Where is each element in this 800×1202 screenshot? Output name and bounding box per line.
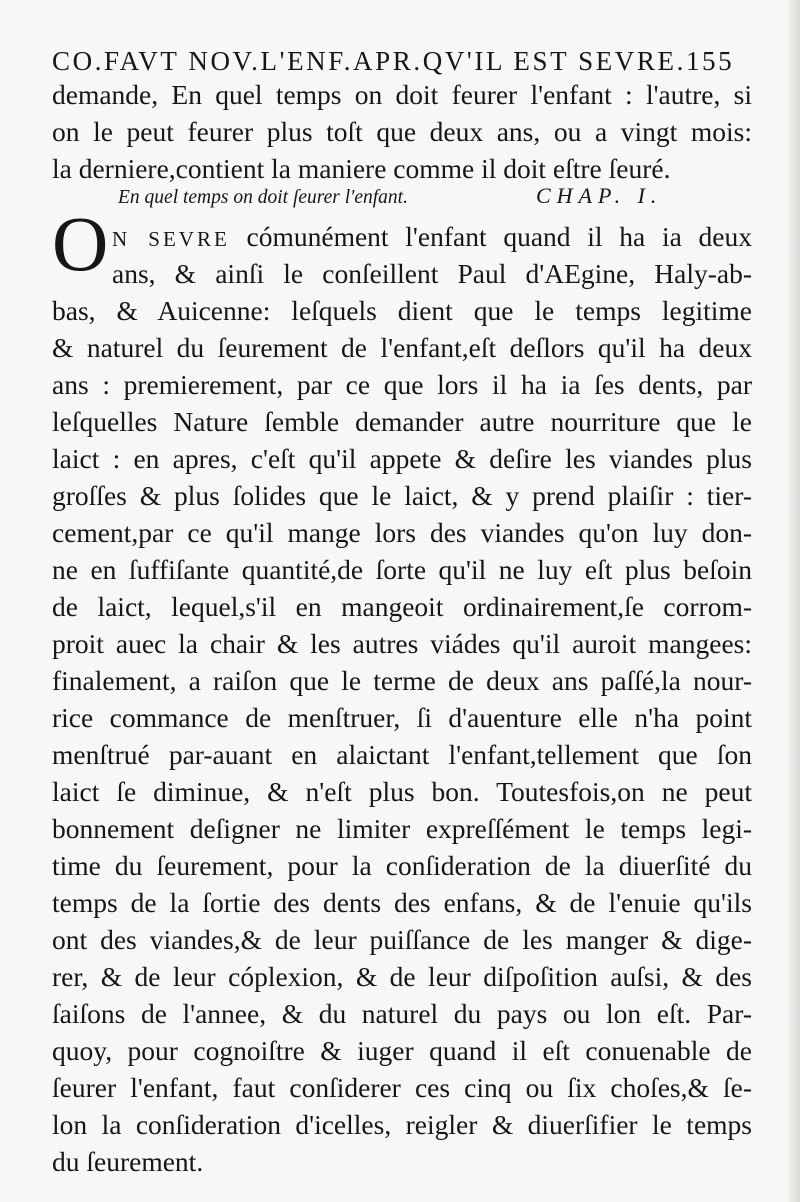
summary-line: demande, En quel temps on doit feurer l'enfant : l'autre, si (52, 79, 752, 110)
body-line: bonnement deſigner ne limiter expreſſément le temps legi- (52, 813, 752, 844)
body-line: laict ſe diminue, & n'eſt plus bon. Toutesfois,on ne peut (52, 776, 752, 807)
body-line: ans : premierement, par ce que lors il ha ia ſes dents, par (52, 369, 752, 400)
body-line: cement,par ce qu'il mange lors des viandes qu'on luy don- (52, 517, 752, 548)
body-line: de laict, lequel,s'il en mangeoit ordinairement,ſe corrom- (52, 591, 752, 622)
body-line: rice commance de menſtruer, ſi d'auenture elle n'ha point (52, 702, 752, 733)
first-line-smallcaps: N SEVRE (112, 227, 230, 251)
summary-line: on le peut feurer plus toſt que deux ans, ou a vingt mois: (52, 116, 752, 147)
body-line: rer, & de leur cóplexion, & de leur diſpoſition auſsi, & des (52, 961, 752, 992)
body-line: menſtrué par-auant en alaictant l'enfant,tellement que ſon (52, 739, 752, 770)
drop-cap: O (52, 200, 109, 287)
body-line: groſſes & plus ſolides que le laict, & y prend plaiſir : tier- (52, 480, 752, 511)
body-line: temps de la ſortie des dents des enfans, & de l'enuie qu'ils (52, 887, 752, 918)
body-line: ſeurer l'enfant, faut conſiderer ces cinq ou ſix choſes,& ſe- (52, 1072, 752, 1103)
body-line: leſquelles Nature ſemble demander autre nourriture que le (52, 406, 752, 437)
body-line: & naturel du ſeurement de l'enfant,eſt deſlors qu'il ha deux (52, 332, 752, 363)
body-line: ſaiſons de l'annee, & du naturel du pays ou lon eſt. Par- (52, 998, 752, 1029)
first-line-rest: cómunément l'enfant quand il ha ia deux (246, 221, 752, 252)
first-body-line (112, 218, 752, 258)
body-line: ont des viandes,& de leur puiſſance de les manger & dige- (52, 924, 752, 955)
running-head: CO.FAVT NOV.L'ENF.APR.QV'IL EST SEVRE.155 (52, 46, 735, 76)
body-line: time du ſeurement, pour la conſideration de la diuerſité du (52, 850, 752, 881)
chapter-title: En quel temps on doit ſeurer l'enfant. (118, 187, 408, 208)
page-edge-shadow (786, 0, 800, 1202)
summary-line: la derniere,contient la maniere comme il doit eſtre ſeuré. (52, 153, 671, 184)
body-line: du ſeurement. (52, 1146, 204, 1177)
body-line: laict : en apres, c'eſt qu'il appete & deſire les viandes plus (52, 443, 752, 474)
body-line: bas, & Auicenne: leſquels dient que le temps legitime (52, 295, 752, 326)
body-line: lon la conſideration d'icelles, reigler & diuerſifier le temps (52, 1109, 752, 1140)
body-line: proit auec la chair & les autres viádes qu'il auroit mangees: (52, 628, 752, 659)
body-line: finalement, a raiſon que le terme de deux ans paſſé,la nour- (52, 665, 752, 696)
chapter-number: CHAP. I. (536, 183, 663, 208)
body-line: ne en ſuffiſante quantité,de ſorte qu'il ne luy eſt plus beſoin (52, 554, 752, 585)
body-line: quoy, pour cognoiſtre & iuger quand il eſt conuenable de (52, 1035, 752, 1066)
body-line: ans, & ainſi le conſeillent Paul d'AEgine, Haly-ab- (112, 258, 752, 289)
